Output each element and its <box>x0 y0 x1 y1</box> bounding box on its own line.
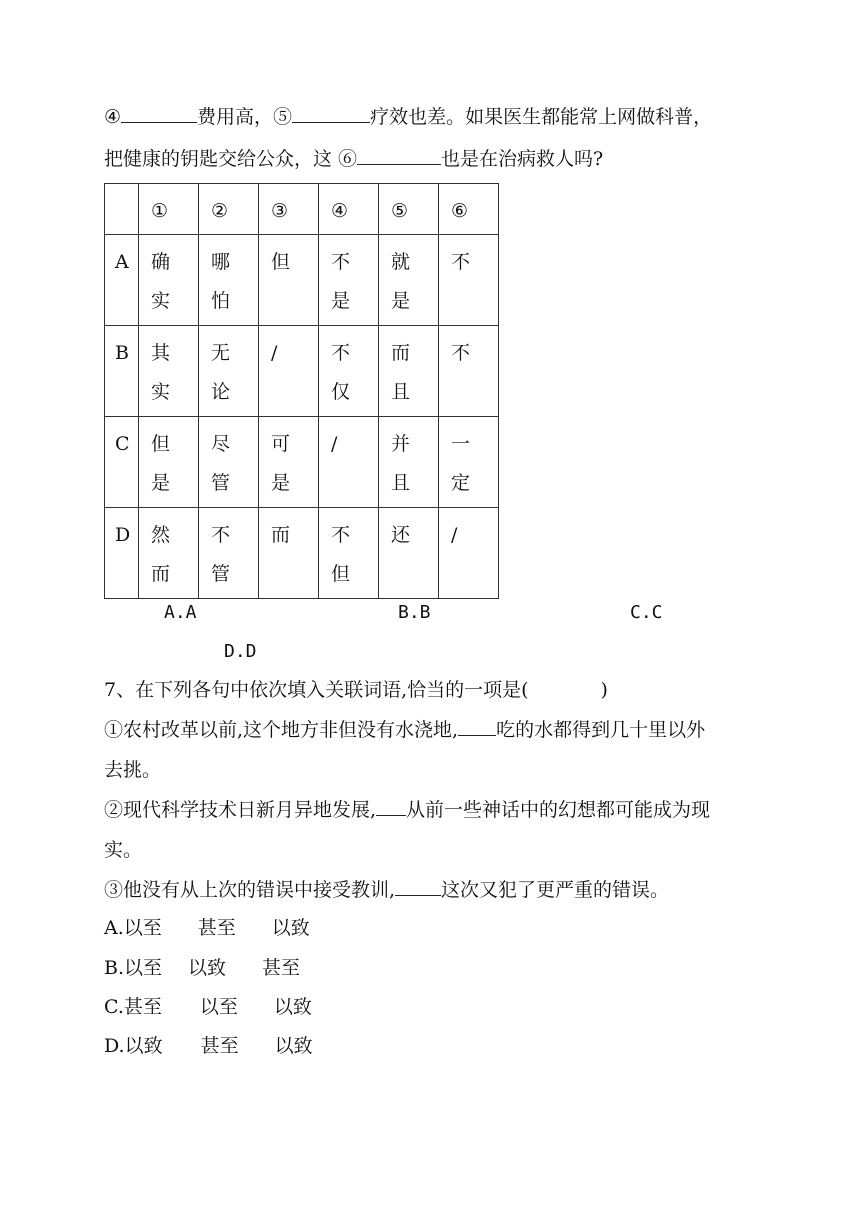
sentence-3 <box>104 877 669 903</box>
sentence-text: 吃的水都得到几十里以外 <box>496 719 706 741</box>
table-cell: 不 仅 <box>319 326 379 417</box>
option-a[interactable] <box>104 915 310 941</box>
table-cell: 尽 管 <box>199 417 259 508</box>
answer-blank <box>458 717 496 736</box>
answer-blank <box>376 797 406 816</box>
table-cell: ② <box>199 184 259 235</box>
choice-d[interactable]: D.D <box>224 641 257 662</box>
table-cell: 但 <box>259 235 319 326</box>
option-text: 甚至 <box>262 957 301 979</box>
answer-blank <box>357 146 441 165</box>
option-text: 以致 <box>188 957 227 979</box>
question-7-stem <box>104 677 608 703</box>
table-cell: B <box>105 326 139 417</box>
table-row <box>105 235 499 326</box>
table-cell: 而 <box>259 508 319 599</box>
table-row <box>105 508 499 599</box>
table-cell: 还 <box>379 508 439 599</box>
sentence-2 <box>104 797 710 823</box>
table-cell <box>105 184 139 235</box>
table-cell: C <box>105 417 139 508</box>
question-text: 7、在下列各句中依次填入关联词语,恰当的一项是( <box>104 679 529 701</box>
table-cell: 哪 怕 <box>199 235 259 326</box>
choice-b[interactable]: B.B <box>398 602 431 623</box>
table-cell: 就 是 <box>379 235 439 326</box>
table-cell: 不 管 <box>199 508 259 599</box>
table-row <box>105 417 499 508</box>
table-cell: / <box>259 326 319 417</box>
sentence-2-cont: 实。 <box>104 839 143 861</box>
table-cell: ③ <box>259 184 319 235</box>
option-text: 以致 <box>271 917 310 939</box>
sentence-1-cont: 去挑。 <box>104 759 162 781</box>
sentence-1 <box>104 717 705 743</box>
sentence-text: ②现代科学技术日新月异地发展, <box>104 799 377 821</box>
options-table <box>104 183 499 599</box>
table-cell: D <box>105 508 139 599</box>
table-cell: 而 且 <box>379 326 439 417</box>
sentence-text: 从前一些神话中的幻想都可能成为现 <box>406 799 711 821</box>
table-cell: ⑤ <box>379 184 439 235</box>
table-cell: / <box>439 508 499 599</box>
option-b[interactable] <box>104 955 300 981</box>
option-text: B.以至 <box>104 957 163 979</box>
option-d[interactable] <box>104 1033 313 1059</box>
answer-blank <box>395 877 441 896</box>
table-row <box>105 326 499 417</box>
option-text: 甚至 <box>200 1035 239 1057</box>
table-cell: 确 实 <box>139 235 199 326</box>
question-text: ) <box>600 679 608 701</box>
table-header-row <box>105 184 499 235</box>
sentence-text: ①农村改革以前,这个地方非但没有水浇地, <box>104 719 459 741</box>
answer-blank <box>121 104 197 123</box>
option-text: 以致 <box>274 1035 313 1057</box>
sentence-text: 这次又犯了更严重的错误。 <box>441 879 670 901</box>
intro-text: 疗效也差。如果医生都能常上网做科普， <box>370 106 713 128</box>
table-cell: A <box>105 235 139 326</box>
intro-text: 费用高，⑤ <box>197 106 293 128</box>
option-text: 以至 <box>199 996 238 1018</box>
table-cell: ④ <box>319 184 379 235</box>
table-cell: 无 论 <box>199 326 259 417</box>
sentence-text: ③他没有从上次的错误中接受教训, <box>104 879 396 901</box>
option-text: A.以至 <box>104 917 162 939</box>
intro-text: 把健康的钥匙交给公众，这 ⑥ <box>104 148 358 170</box>
table-cell: 不 是 <box>319 235 379 326</box>
table-cell: 可 是 <box>259 417 319 508</box>
table-cell: ⑥ <box>439 184 499 235</box>
intro-text: ④ <box>104 106 122 128</box>
table-cell: ① <box>139 184 199 235</box>
option-text: C.甚至 <box>104 996 162 1018</box>
table-cell: 但 是 <box>139 417 199 508</box>
choice-c[interactable]: C.C <box>630 602 663 623</box>
choice-a[interactable]: A.A <box>164 602 197 623</box>
intro-line-1 <box>104 104 712 130</box>
table-cell: / <box>319 417 379 508</box>
table-cell: 不 <box>439 326 499 417</box>
intro-text: 也是在治病救人吗? <box>441 148 604 170</box>
table-cell: 并 且 <box>379 417 439 508</box>
option-c[interactable] <box>104 994 312 1020</box>
option-text: D.以致 <box>104 1035 163 1057</box>
intro-line-2 <box>104 146 603 172</box>
answer-blank <box>292 104 370 123</box>
option-text: 甚至 <box>197 917 236 939</box>
option-text: 以致 <box>273 996 312 1018</box>
table-cell: 一 定 <box>439 417 499 508</box>
table-cell: 不 但 <box>319 508 379 599</box>
table-cell: 其 实 <box>139 326 199 417</box>
table-cell: 然 而 <box>139 508 199 599</box>
table-cell: 不 <box>439 235 499 326</box>
